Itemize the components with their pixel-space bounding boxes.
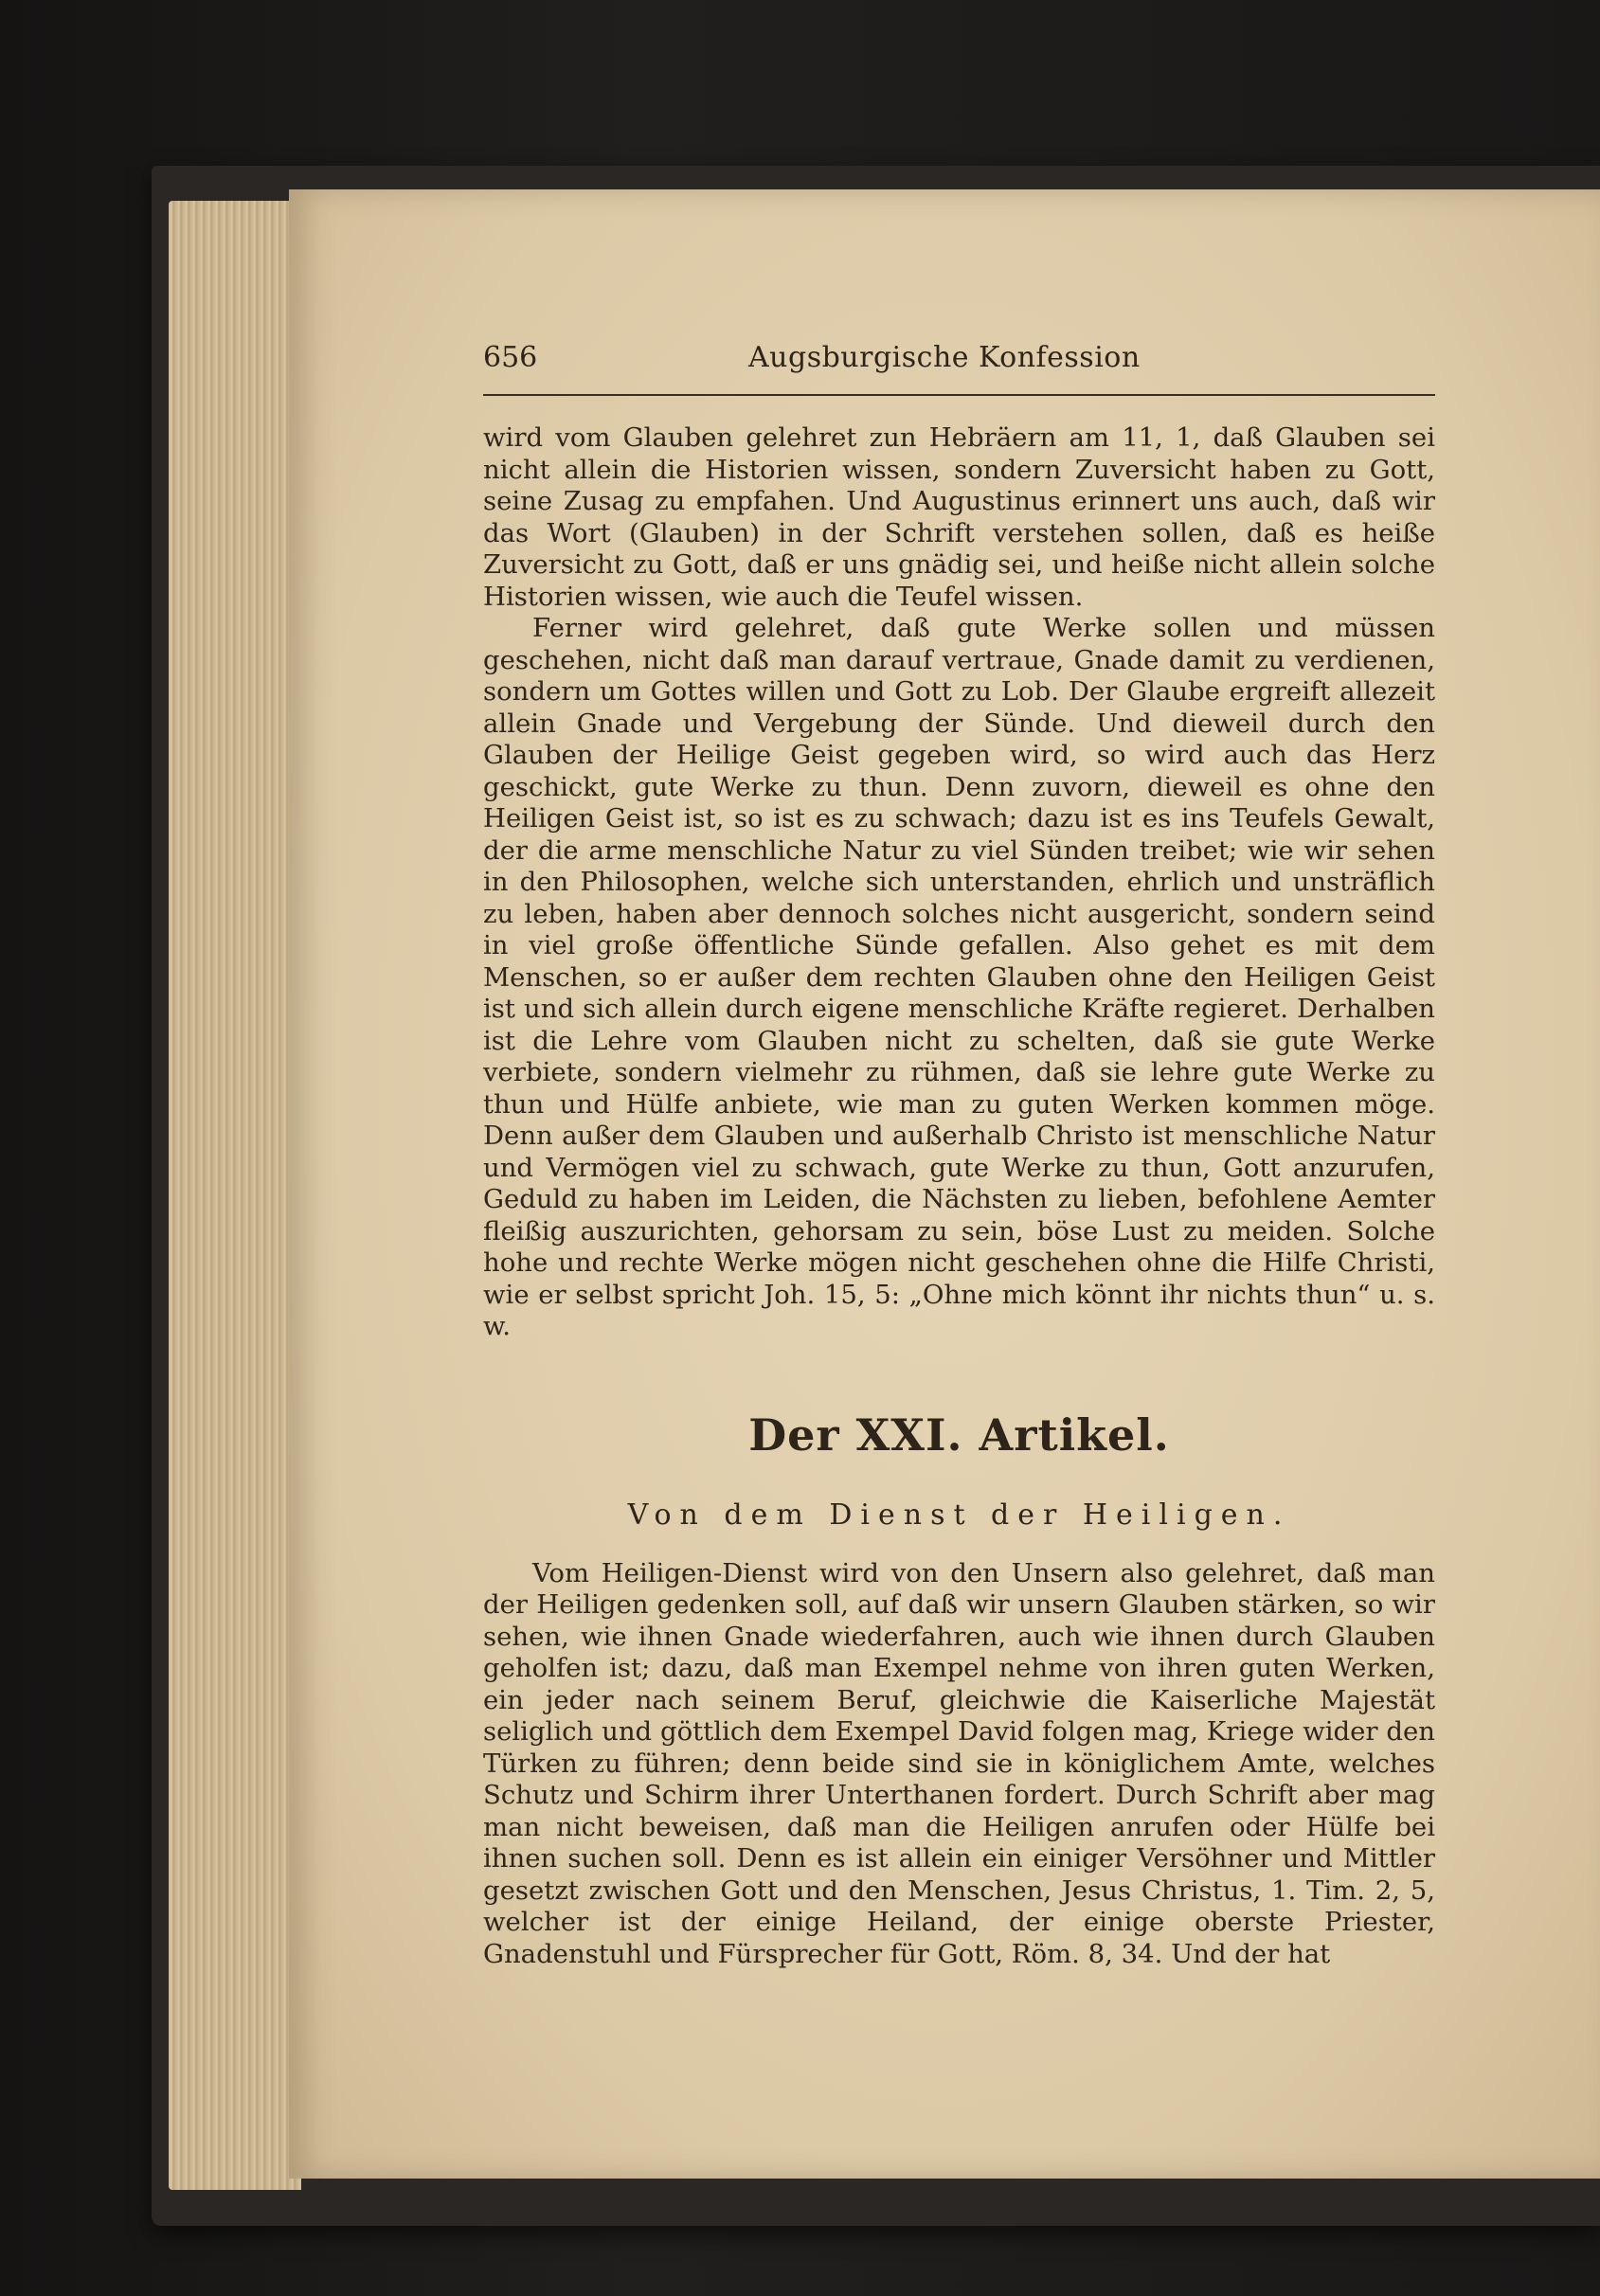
page-content — [483, 341, 1435, 1970]
paragraph-faith-continued: wird vom Glauben gelehret zun Hebräern am 11, 1, daß Glauben sei nicht allein die Historien wissen, sondern Zuversicht haben zu Gott, seine Zusag zu empfahen. Und Augustinus erinnert uns auch, daß wir das Wort (Glauben) in der Schrift verstehen sollen, daß es heiße Zuversicht zu Gott, daß er uns gnädig sei, und heiße nicht allein solche Historien wissen, wie auch die Teufel wissen. — [483, 422, 1435, 612]
article-heading: Der XXI. Artikel. — [748, 1408, 1170, 1461]
article-subtitle: Von dem Dienst der Heiligen. — [627, 1498, 1291, 1532]
header-rule — [483, 394, 1435, 396]
running-head — [483, 341, 1435, 386]
paragraph-good-works: Ferner wird gelehret, daß gute Werke sollen und müssen geschehen, nicht daß man darauf vertraue, Gnade damit zu verdienen, sondern um Gottes willen und Gott zu Lob. Der Glaube ergreift allezeit allein Gnade und Vergebung der Sünde. Und dieweil durch den Glauben der Heilige Geist gegeben wird, so wird auch das Herz geschickt, gute Werke zu thun. Denn zuvorn, dieweil es ohne den Heiligen Geist ist, so ist es zu schwach; dazu ist es ins Teufels Gewalt, der die arme menschliche Natur zu viel Sünden treibet; wie wir sehen in den Philosophen, welche sich unterstanden, ehrlich und unsträflich zu leben, haben aber dennoch solches nicht ausgericht, sondern seind in viel große öffentliche Sünde gefallen. Also gehet es mit dem Menschen, so er außer dem rechten Glauben ohne den Heiligen Geist ist und sich allein durch eigene menschliche Kräfte regieret. Derhalben ist die Lehre vom Glauben nicht zu schelten, daß sie gute Werke verbiete, sondern vielmehr zu rühmen, daß sie lehre gute Werke zu thun und Hülfe anbiete, wie man zu guten Werken kommen möge. Denn außer dem Glauben und außerhalb Christo ist menschliche Natur und Vermögen viel zu schwach, gute Werke zu thun, Gott anzurufen, Geduld zu haben im Leiden, die Nächsten zu lieben, befohlene Aemter fleißig auszurichten, gehorsam zu sein, böse Lust zu meiden. Solche hohe und rechte Werke mögen nicht geschehen ohne die Hilfe Christi, wie er selbst spricht Joh. 15, 5: „Ohne mich könnt ihr nichts thun“ u. s. w. — [483, 613, 1435, 1341]
page-edges — [169, 201, 301, 2190]
running-title: Augsburgische Konfession — [748, 341, 1141, 374]
paragraph-saints: Vom Heiligen-Dienst wird von den Unsern also gelehret, daß man der Heiligen gedenken soll, auf daß wir unsern Glauben stärken, so wir sehen, wie ihnen Gnade wiederfahren, auch wie ihnen durch Glauben geholfen ist; dazu, daß man Exempel nehme von ihren guten Werken, ein jeder nach seinem Beruf, gleichwie die Kaiserliche Majestät seliglich und göttlich dem Exempel David folgen mag, Kriege wider den Türken zu führen; denn beide sind sie in königlichem Amte, welches Schutz und Schirm ihrer Unterthanen fordert. Durch Schrift aber mag man nicht beweisen, daß man die Heiligen anrufen oder Hülfe bei ihnen suchen soll. Denn es ist allein ein einiger Versöhner und Mittler gesetzt zwischen Gott und den Menschen, Jesus Christus, 1. Tim. 2, 5, welcher ist der einige Heiland, der einige oberste Priester, Gnadenstuhl und Fürsprecher für Gott, Röm. 8, 34. Und der hat — [483, 1557, 1435, 1969]
page-number: 656 — [483, 341, 538, 374]
